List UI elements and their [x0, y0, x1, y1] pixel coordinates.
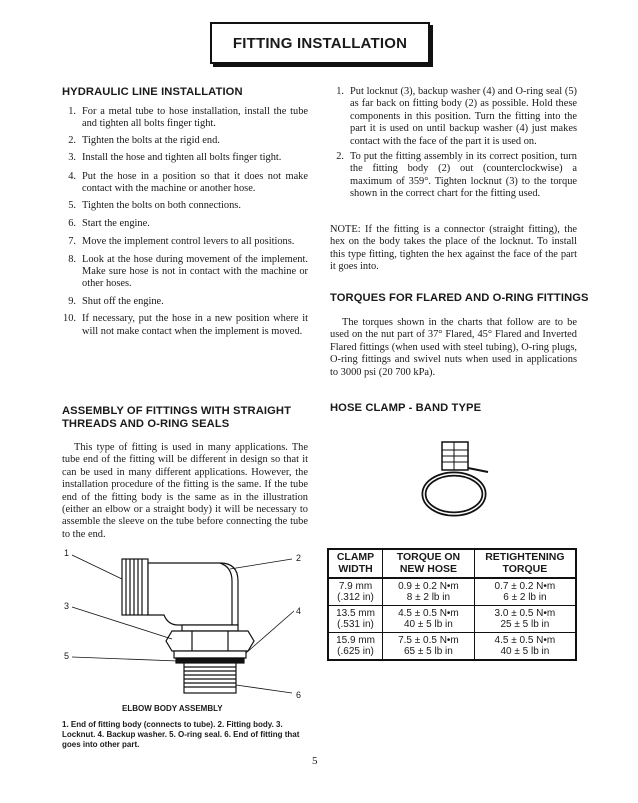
list-item: 10. If necessary, put the hose in a new position where it will not make contact when the implement is moved. [63, 313, 308, 337]
list-item: 3. Install the hose and tighten all bolts finger tight. [68, 152, 282, 164]
assembly-paragraph: This type of fitting is used in many applications. The tube end of the fitting will be different in design so that it can be used in many different applications. However, the installation procedure of the fitting is the same. If the tube end of the fitting body is the same as in the illustration (either an elbow or a straight body) it will be necessary to assemble the sleeve on the tube before connecting the tube to the end. [62, 442, 308, 540]
figure-caption: 1. End of fitting body (connects to tube). 2. Fitting body. 3. Locknut. 4. Backup washer. 5. O-ring seal. 6. End of fitting that goes into other part. [62, 720, 300, 749]
callout-5: 5 [64, 651, 70, 661]
assembly-heading-line2: THREADS AND O-RING SEALS [62, 418, 230, 430]
table-cell: 7.5 ± 0.5 N•m 65 ± 5 lb in [383, 633, 475, 661]
column-header: RETIGHTENING TORQUE [474, 549, 576, 578]
list-item: 2. To put the fitting assembly in its correct position, turn the fitting body (2) out (counterclockwise) a maximum of 359°. Tighten locknut (3) to the torque shown in the correct chart for the fitting used. [336, 151, 577, 200]
list-item: 1. Put locknut (3), backup washer (4) and O-ring seal (5) as far back on fitting body (2) as possible. Hold these components in this position. Turn the fitting into the part it is used on until backup washer (4) just makes contact with the face of the part it is used on. [336, 86, 577, 147]
table-cell: 0.7 ± 0.2 N•m 6 ± 2 lb in [474, 578, 576, 606]
table-cell: 3.0 ± 0.5 N•m 25 ± 5 lb in [474, 606, 576, 633]
fitting-body [148, 563, 238, 625]
list-item: 2. Tighten the bolts at the rigid end. [68, 134, 220, 146]
table-cell: 4.5 ± 0.5 N•m 40 ± 5 lb in [474, 633, 576, 661]
page-number: 5 [312, 755, 318, 767]
table-row [328, 578, 576, 606]
locknut [166, 631, 254, 651]
hose-clamp-heading: HOSE CLAMP - BAND TYPE [330, 402, 482, 414]
list-item: 9. Shut off the engine. [68, 295, 164, 307]
table-cell: 13.5 mm (.531 in) [328, 606, 383, 633]
torques-heading: TORQUES FOR FLARED AND O-RING FITTINGS [330, 292, 589, 304]
fitting-steps [330, 86, 577, 201]
column-header: TORQUE ON NEW HOSE [383, 549, 475, 578]
column-header: CLAMP WIDTH [328, 549, 383, 578]
hydraulic-steps [62, 106, 308, 338]
hose-clamp-illustration [418, 438, 498, 522]
assembly-heading [62, 405, 291, 431]
list-item: 6. Start the engine. [68, 217, 150, 229]
callout-2: 2 [296, 553, 302, 563]
table-cell: 4.5 ± 0.5 N•m 40 ± 5 lb in [383, 606, 475, 633]
hose-clamp-torque-table [327, 548, 577, 661]
table-cell: 0.9 ± 0.2 N•m 8 ± 2 lb in [383, 578, 475, 606]
list-item: 1. For a metal tube to hose installation, install the tube and tighten all bolts finger tight. [68, 106, 308, 130]
note-paragraph: NOTE: If the fitting is a connector (straight fitting), the hex on the body takes the place of the locknut. To install this type fitting, tighten the hex against the face of the part it goes into. [330, 224, 577, 273]
assembly-heading-line1: ASSEMBLY OF FITTINGS WITH STRAIGHT [62, 405, 292, 417]
callout-6: 6 [296, 690, 302, 700]
page-title: FITTING INSTALLATION [210, 22, 430, 64]
callout-4: 4 [296, 606, 302, 616]
table-header-row [328, 549, 576, 578]
table-cell: 15.9 mm (.625 in) [328, 633, 383, 661]
callout-3: 3 [64, 601, 70, 611]
callout-1: 1 [64, 548, 70, 558]
list-item: 4. Put the hose in a position so that it does not make contact with the machine or another hose. [68, 170, 308, 195]
table-row [328, 606, 576, 633]
list-item: 8. Look at the hose during movement of the implement. Make sure hose is not in contact with the machine or other hoses. [68, 253, 308, 290]
backup-washer [174, 651, 246, 658]
torques-paragraph: The torques shown in the charts that follow are to be used on the nut part of 37° Flared, 45° Flared and Inverted Flared fittings (when used with steel tubing), O-ring plugs, O-ring fittings and swivel nuts when used in applications to 3000 psi (20 700 kPa). [330, 317, 577, 378]
figure-title: ELBOW BODY ASSEMBLY [122, 704, 223, 713]
list-item: 7. Move the implement control levers to all positions. [68, 236, 295, 248]
hydraulic-heading: HYDRAULIC LINE INSTALLATION [62, 86, 243, 98]
table-row [328, 633, 576, 661]
elbow-body-assembly-illustration [60, 545, 310, 705]
list-item: 5. Tighten the bolts on both connections. [68, 200, 241, 212]
o-ring-seal [176, 658, 244, 663]
table-cell: 7.9 mm (.312 in) [328, 578, 383, 606]
